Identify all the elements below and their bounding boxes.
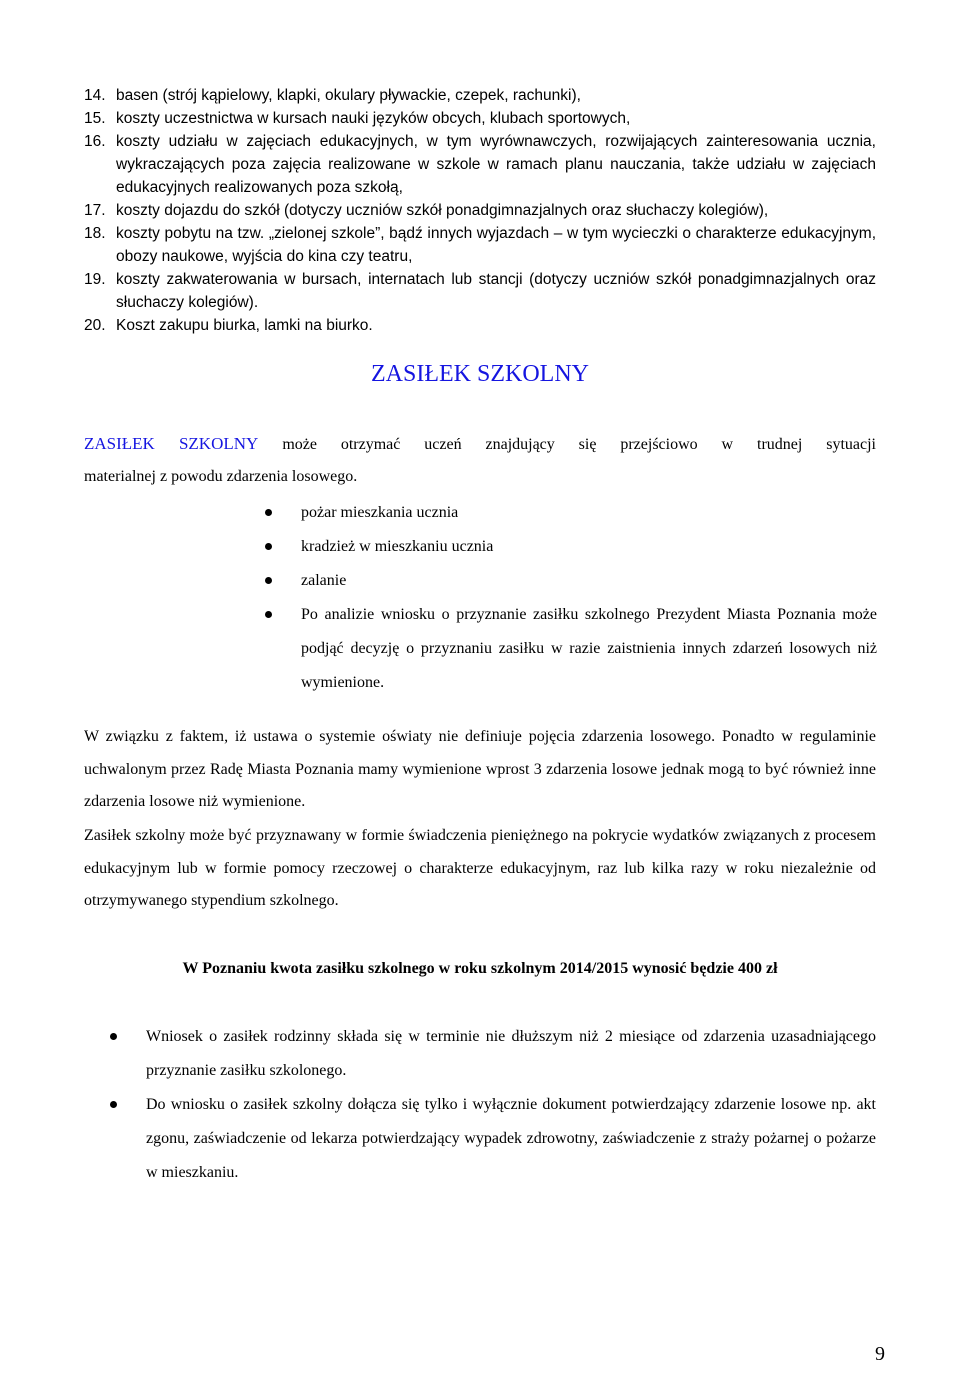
expenses-list — [84, 84, 876, 337]
list-item-number: 17. — [84, 202, 106, 219]
list-item-text: koszty udziału w zajęciach edukacyjnych, w tym wyrównawczych, rozwijających zainteresowania ucznia, wykraczających poza zajęcia realizowane w szkole w ramach planu nauczania, także udziału w zajęciach edukacyjnych realizowanych poza szkołą, — [116, 133, 876, 196]
list-item — [84, 130, 876, 199]
list-item-text: koszty pobytu na tzw. „zielonej szkole”, bądź innych wyjazdach – w tym wycieczki o charakterze edukacyjnym, obozy naukowe, wyjścia do kina czy teatru, — [116, 225, 876, 265]
list-item — [265, 564, 877, 598]
event-text: Po analizie wniosku o przyznanie zasiłku szkolnego Prezydent Miasta Poznania może podjąć decyzję o przyznaniu zasiłku w razie zaistnienia innych zdarzeń losowych niż wymienione. — [301, 606, 877, 691]
list-item-number: 16. — [84, 133, 106, 150]
list-item-number: 19. — [84, 271, 106, 288]
list-item — [84, 199, 876, 222]
event-text: pożar mieszkania ucznia — [301, 504, 459, 521]
bullet-icon — [265, 577, 272, 584]
bullet-icon — [265, 543, 272, 550]
list-item — [84, 107, 876, 130]
list-item-number: 15. — [84, 110, 106, 127]
events-list — [265, 496, 877, 700]
intro-paragraph — [84, 428, 876, 493]
list-item — [265, 598, 877, 700]
section-heading: ZASIŁEK SZKOLNY — [371, 361, 589, 387]
paragraph-definition: W związku z faktem, iż ustawa o systemie oświaty nie definiuje pojęcia zdarzenia losowego. Ponadto w regulaminie uchwalonym przez Radę Miasta Poznania mamy wymienione wprost 3 zdarzenia losowe jednak mogą to być również inne zdarzenia losowe niż wymienione. — [84, 728, 876, 810]
note-text: Do wniosku o zasiłek szkolny dołącza się tylko i wyłącznie dokument potwierdzający zdarzenie losowe np. akt zgonu, zaświadczenie od lekarza potwierdzający wypadek zdrowotny, zaświadczenie z straży pożarnej o pożarze w mieszkaniu. — [146, 1096, 876, 1181]
list-item-text: koszty uczestnictwa w kursach nauki języków obcych, klubach sportowych, — [116, 110, 631, 127]
list-item — [84, 268, 876, 314]
notes-list — [110, 1020, 876, 1190]
list-item-text: basen (strój kąpielowy, klapki, okulary pływackie, czepek, rachunki), — [116, 87, 581, 104]
list-item-number: 18. — [84, 225, 106, 242]
list-item-text: Koszt zakupu biurka, lamki na biurko. — [116, 317, 373, 334]
bullet-icon — [110, 1033, 117, 1040]
list-item — [84, 222, 876, 268]
list-item — [110, 1088, 876, 1190]
intro-keyword: ZASIŁEK SZKOLNY — [84, 434, 259, 453]
page-number: 9 — [875, 1343, 885, 1365]
intro-line-2: materialnej z powodu zdarzenia losowego. — [84, 468, 358, 485]
list-item — [84, 84, 876, 107]
list-item-text: koszty zakwaterowania w bursach, internatach lub stancji (dotyczy uczniów szkół ponadgimnazjalnych oraz słuchaczy kolegiów). — [116, 271, 876, 311]
intro-line-1-text: może otrzymać uczeń znajdujący się przejściowo w trudnej sytuacji — [282, 436, 876, 453]
list-item — [110, 1020, 876, 1088]
paragraph-form: Zasiłek szkolny może być przyznawany w formie świadczenia pieniężnego na pokrycie wydatków związanych z procesem edukacyjnym lub w formie pomocy rzeczowej o charakterze edukacyjnym, raz lub kilka razy w roku niezależnie od otrzymywanego stypendium szkolnego. — [84, 827, 876, 909]
note-text: Wniosek o zasiłek rodzinny składa się w terminie nie dłuższym niż 2 miesiące od zdarzenia uzasadniającego przyznanie zasiłku szkolonego. — [146, 1028, 876, 1079]
list-item-text: koszty dojazdu do szkół (dotyczy uczniów szkół ponadgimnazjalnych oraz słuchaczy kolegiów), — [116, 202, 769, 219]
list-item — [84, 314, 876, 337]
bullet-icon — [265, 611, 272, 618]
bullet-icon — [110, 1101, 117, 1108]
list-item — [265, 496, 877, 530]
list-item-number: 20. — [84, 317, 106, 334]
list-item-number: 14. — [84, 87, 106, 104]
bullet-icon — [265, 509, 272, 516]
intro-line-1 — [84, 428, 876, 461]
list-item — [265, 530, 877, 564]
amount-statement: W Poznaniu kwota zasiłku szkolnego w roku szkolnym 2014/2015 wynosić będzie 400 zł — [182, 960, 778, 977]
event-text: zalanie — [301, 572, 347, 589]
event-text: kradzież w mieszkaniu ucznia — [301, 538, 494, 555]
